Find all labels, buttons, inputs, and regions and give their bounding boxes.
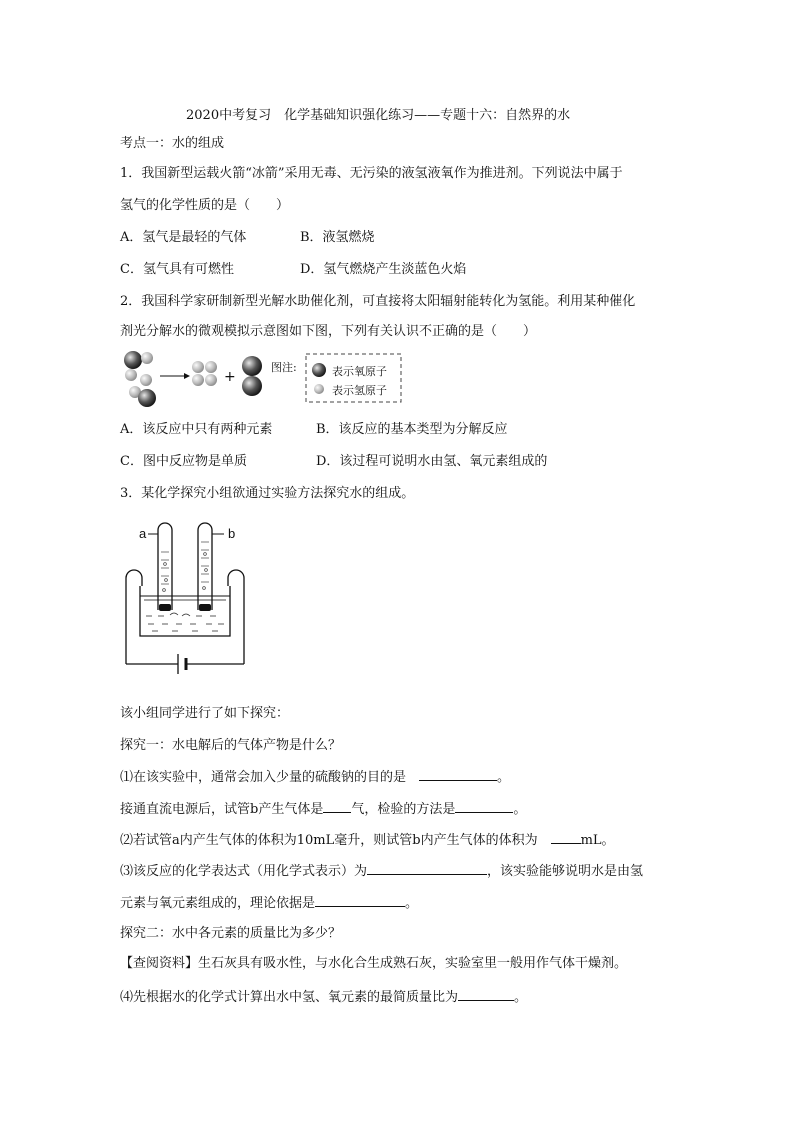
legend-title: 图注: (271, 361, 297, 374)
legend-oxygen: 表示氧原子 (332, 365, 387, 378)
answer-blank[interactable] (315, 892, 405, 907)
section-heading: 考点一：水的组成 (120, 136, 225, 151)
q1-options-row2 (120, 260, 466, 280)
q3-part1-b: 接通直流电源后，试管b产生气体是 气，检验的方法是 。 (120, 798, 526, 820)
explore2-heading: 探究二：水中各元素的质量比为多少？ (120, 926, 342, 941)
explore1-heading: 探究一：水电解后的气体产物是什么？ (120, 738, 342, 753)
q1-stem-line2: 氢气的化学性质的是（ ） (120, 198, 290, 213)
q2-option-d: D．该过程可说明水由氢、氧元素组成的 (316, 454, 548, 469)
answer-blank[interactable] (455, 798, 513, 813)
q1-stem-line1: 1．我国新型运载火箭“冰箭”采用无毒、无污染的液氢液氧作为推进剂。下列说法中属于 (120, 166, 623, 181)
reference-info: 【查阅资料】生石灰具有吸水性，与水化合生成熟石灰，实验室里一般用作气体干燥剂。 (120, 956, 628, 971)
answer-blank[interactable] (323, 798, 351, 813)
q3-part1: ⑴在该实验中，通常会加入少量的硫酸钠的目的是 。 (120, 766, 510, 788)
q3-intro: 该小组同学进行了如下探究： (120, 706, 290, 721)
q2-option-c: C．图中反应物是单质 (120, 454, 247, 469)
q1-option-c: C．氢气具有可燃性 (120, 262, 234, 277)
page-title: 2020中考复习 化学基础知识强化练习——专题十六：自然界的水 (186, 108, 571, 123)
answer-blank[interactable] (458, 986, 514, 1001)
q2-options-row2 (120, 452, 547, 472)
tube-label-b: b (228, 526, 236, 541)
q2-options-row1 (120, 420, 508, 440)
legend-hydrogen: 表示氢原子 (332, 384, 387, 397)
q2-stem-line1: 2．我国科学家研制新型光解水助催化剂，可直接将太阳辐射能转化为氢能。利用某种催化 (120, 294, 636, 309)
answer-blank[interactable] (419, 766, 497, 781)
electrolysis-apparatus (122, 518, 272, 678)
q3-part3-b: 元素与氧元素组成的，理论依据是 。 (120, 892, 418, 914)
tube-label-a: a (139, 526, 147, 541)
q3-part3: ⑶该反应的化学表达式（用化学式表示）为 ，该实验能够说明水是由氢 (120, 860, 643, 882)
q1-option-a: A．氢气是最轻的气体 (120, 230, 247, 245)
q3-part4: ⑷先根据水的化学式计算出水中氢、氧元素的最简质量比为 。 (120, 986, 527, 1008)
q2-stem-line2: 剂光分解水的微观模拟示意图如下图，下列有关认识不正确的是（ ） (120, 324, 537, 339)
svg-text:+: + (224, 369, 236, 385)
q1-options-row1 (120, 228, 375, 248)
q3-part2: ⑵若试管a内产生气体的体积为10mL毫升，则试管b内产生气体的体积为 mL。 (120, 829, 615, 851)
q2-option-a: A．该反应中只有两种元素 (120, 422, 273, 437)
answer-blank[interactable] (551, 829, 581, 844)
q1-option-d: D．氢气燃烧产生淡蓝色火焰 (300, 262, 467, 277)
q2-option-b: B．该反应的基本类型为分解反应 (316, 422, 508, 437)
q1-option-b: B．液氢燃烧 (300, 230, 375, 245)
answer-blank[interactable] (367, 860, 487, 875)
q3-stem: 3．某化学探究小组欲通过实验方法探究水的组成。 (120, 486, 415, 501)
